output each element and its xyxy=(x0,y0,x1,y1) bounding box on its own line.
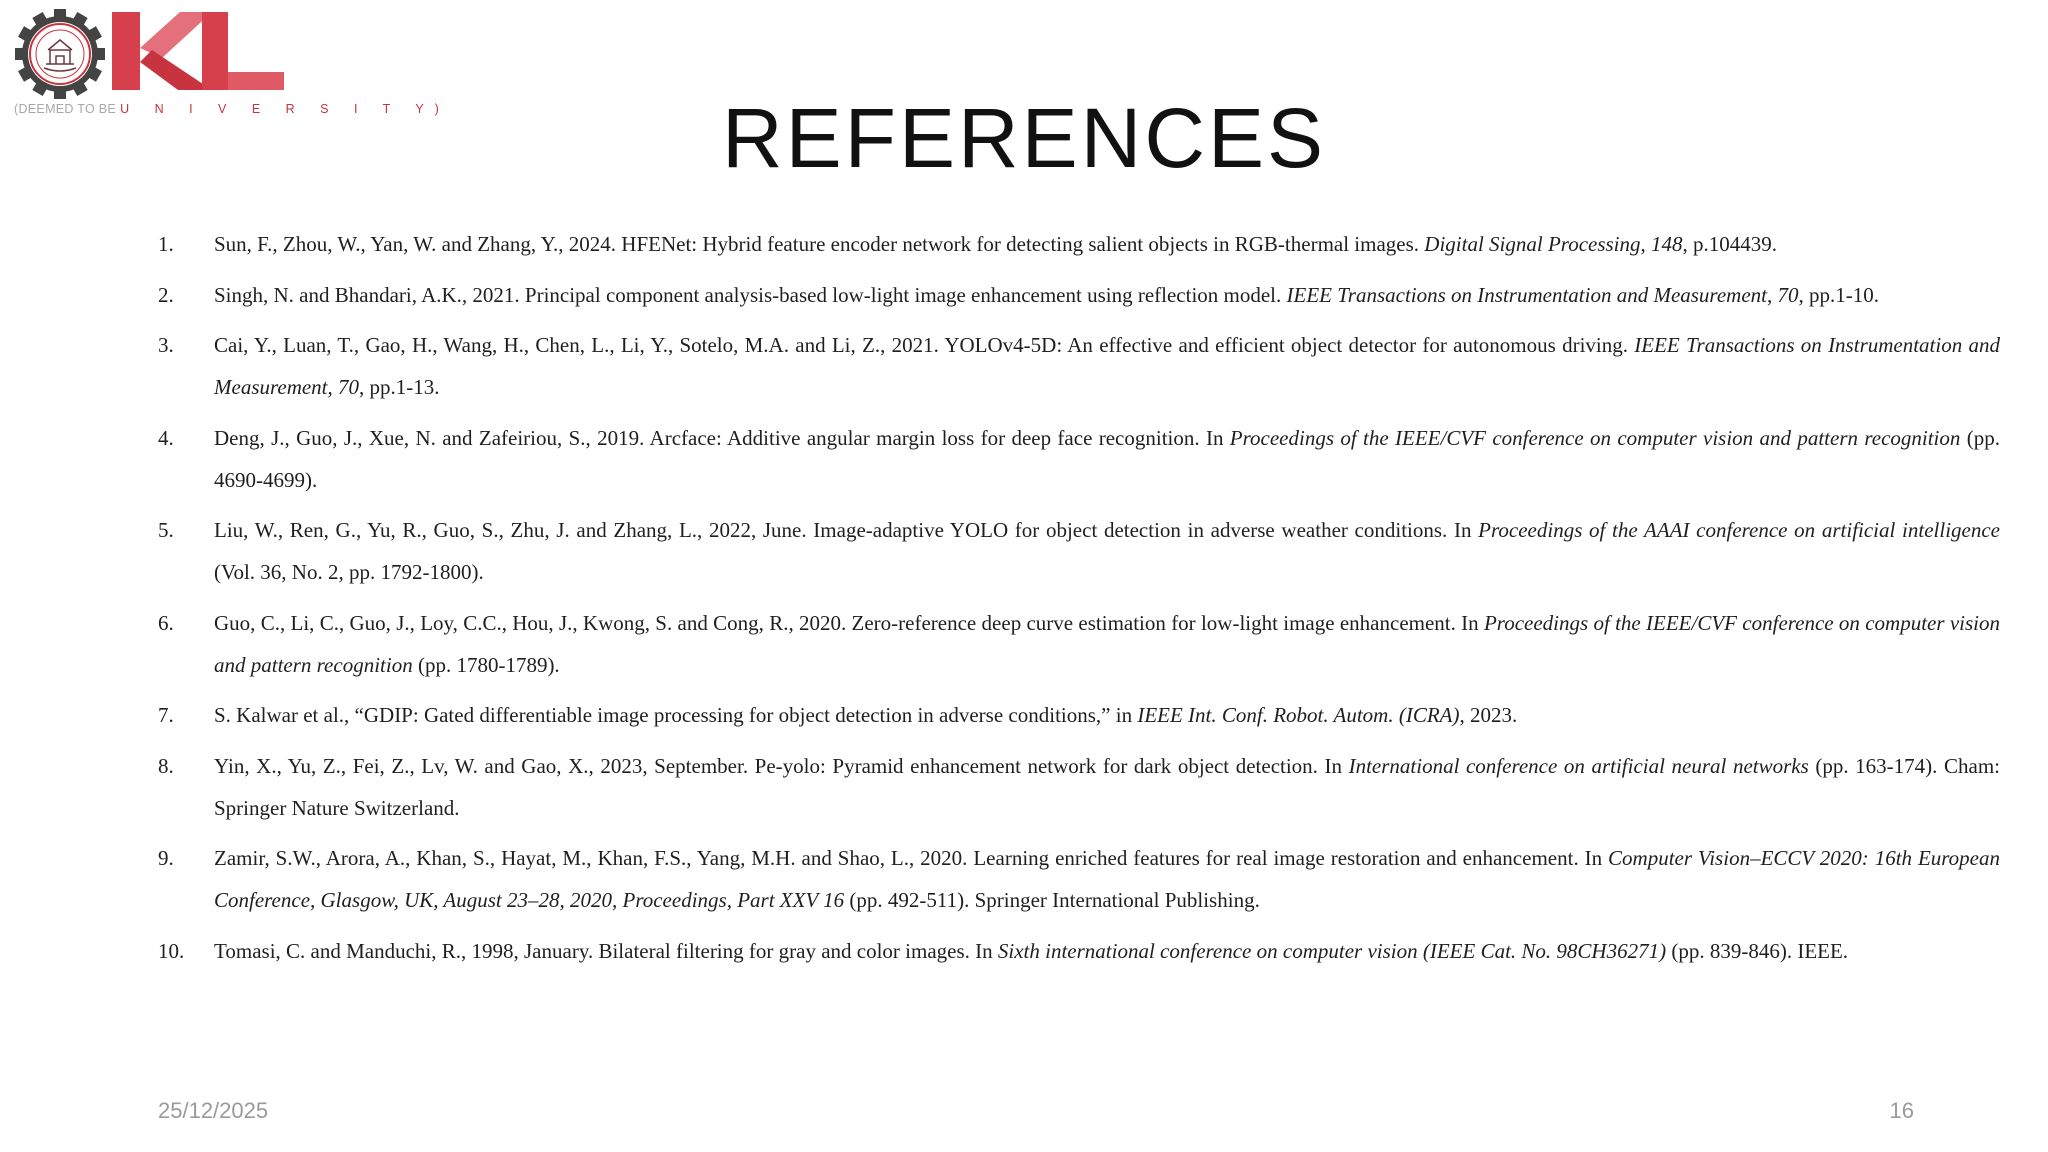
reference-item xyxy=(158,509,2000,593)
page-title: REFERENCES xyxy=(721,91,1327,185)
reference-number: 2. xyxy=(158,282,174,307)
reference-pages: , pp.1-10. xyxy=(1798,282,1879,307)
reference-text: , xyxy=(1766,282,1778,307)
reference-source: Digital Signal Processing xyxy=(1424,232,1641,256)
reference-text: (pp. 492-511). Springer International Publishing. xyxy=(844,888,1260,912)
reference-number: 5. xyxy=(158,518,174,542)
reference-text: (pp. 163-174). Cham: Springer Nature Switzerland. xyxy=(214,753,2000,820)
reference-source: Computer Vision–ECCV 2020: 16th European Conference, Glasgow, UK, August 23–28, 2020, Proceedings, Part XXV 16 xyxy=(214,846,2000,912)
reference-number: 7. xyxy=(158,703,174,727)
letter-k-icon xyxy=(112,12,212,90)
reference-text: Cai, Y., Luan, T., Gao, H., Wang, H., Chen, L., Li, Y., Sotelo, M.A. and Li, Z., 2021. YOLOv4-5D: An effective and efficient object detector for autonomous driving. xyxy=(214,333,1635,357)
reference-text: Sun, F., Zhou, W., Yan, W. and Zhang, Y., 2024. HFENet: Hybrid feature encoder network for detecting salient objects in RGB-thermal images. xyxy=(214,232,1425,256)
reference-text: Liu, W., Ren, G., Yu, R., Guo, S., Zhu, J. and Zhang, L., 2022, June. Image-adaptive YOLO for object detection in adverse weather conditions. In xyxy=(214,518,1479,542)
reference-pages: , pp.1-13. xyxy=(359,375,440,399)
reference-source: IEEE Int. Conf. Robot. Autom. (ICRA) xyxy=(1137,703,1460,727)
reference-text: , 2023. xyxy=(1459,703,1518,727)
reference-text: (pp. 1780-1789). xyxy=(412,652,560,677)
reference-source: IEEE Transactions on Instrumentation and Measurement xyxy=(1286,282,1767,307)
reference-number: 6. xyxy=(158,610,174,635)
reference-text: (pp. 839-846). IEEE. xyxy=(1666,938,1849,963)
reference-item xyxy=(158,274,2000,316)
reference-number: 3. xyxy=(158,333,174,357)
reference-item xyxy=(158,694,2000,736)
reference-source: International conference on artificial neural networks xyxy=(1348,753,1809,778)
reference-item xyxy=(158,602,2000,686)
reference-item xyxy=(158,417,2000,501)
reference-text: Singh, N. and Bhandari, A.K., 2021. Principal component analysis-based low-light image enhancement using reflection model. xyxy=(214,282,1287,307)
reference-item xyxy=(158,930,2000,972)
letter-l-icon xyxy=(202,12,284,90)
reference-text: Tomasi, C. and Manduchi, R., 1998, January. Bilateral filtering for gray and color images. In xyxy=(214,938,998,963)
reference-number: 9. xyxy=(158,846,174,870)
reference-volume: 148 xyxy=(1651,232,1683,256)
slide-page-number: 16 xyxy=(1889,1098,1914,1123)
reference-text: Yin, X., Yu, Z., Fei, Z., Lv, W. and Gao, X., 2023, September. Pe-yolo: Pyramid enhancement network for dark object detection. In xyxy=(214,753,1349,778)
reference-source: Proceedings of the AAAI conference on artificial intelligence xyxy=(1478,518,2000,542)
logo-tagline-university: U N I V E R S I T Y) xyxy=(120,102,450,116)
logo-tagline-prefix: (DEEMED TO BE xyxy=(14,102,117,116)
reference-text: Guo, C., Li, C., Guo, J., Loy, C.C., Hou, J., Kwong, S. and Cong, R., 2020. Zero-reference deep curve estimation for low-light image enhancement. In xyxy=(214,610,1484,635)
slide-date: 25/12/2025 xyxy=(158,1098,269,1123)
reference-text: Deng, J., Guo, J., Xue, N. and Zafeiriou, S., 2019. Arcface: Additive angular margin loss for deep face recognition. In xyxy=(214,425,1230,450)
reference-volume: 70 xyxy=(1777,282,1799,307)
reference-number: 4. xyxy=(158,425,174,450)
reference-source: Sixth international conference on computer vision (IEEE Cat. No. 98CH36271) xyxy=(997,938,1667,963)
gear-emblem-icon xyxy=(15,9,105,99)
reference-text: (Vol. 36, No. 2, pp. 1792-1800). xyxy=(214,560,484,584)
reference-list xyxy=(158,223,2000,980)
reference-text: , xyxy=(327,375,339,399)
reference-text: Zamir, S.W., Arora, A., Khan, S., Hayat, M., Khan, F.S., Yang, M.H. and Shao, L., 2020. Learning enriched features for real image restoration and enhancement. In xyxy=(214,846,1609,870)
reference-source: Proceedings of the IEEE/CVF conference on computer vision and pattern recognition xyxy=(214,610,2000,677)
reference-item xyxy=(158,745,2000,829)
reference-number: 10. xyxy=(158,938,185,963)
reference-item xyxy=(158,837,2000,921)
reference-text: (pp. 4690-4699). xyxy=(214,425,2000,492)
reference-item xyxy=(158,324,2000,408)
reference-pages: , p.104439. xyxy=(1682,232,1778,256)
reference-item xyxy=(158,223,2000,265)
reference-number: 8. xyxy=(158,753,174,778)
reference-text: , xyxy=(1640,232,1652,256)
reference-source: IEEE Transactions on Instrumentation and Measurement xyxy=(214,333,2000,399)
reference-source: Proceedings of the IEEE/CVF conference on computer vision and pattern recognition xyxy=(1229,425,1961,450)
reference-volume: 70 xyxy=(338,375,360,399)
reference-number: 1. xyxy=(158,232,174,256)
reference-text: S. Kalwar et al., “GDIP: Gated differentiable image processing for object detection in adverse conditions,” in xyxy=(214,703,1138,727)
